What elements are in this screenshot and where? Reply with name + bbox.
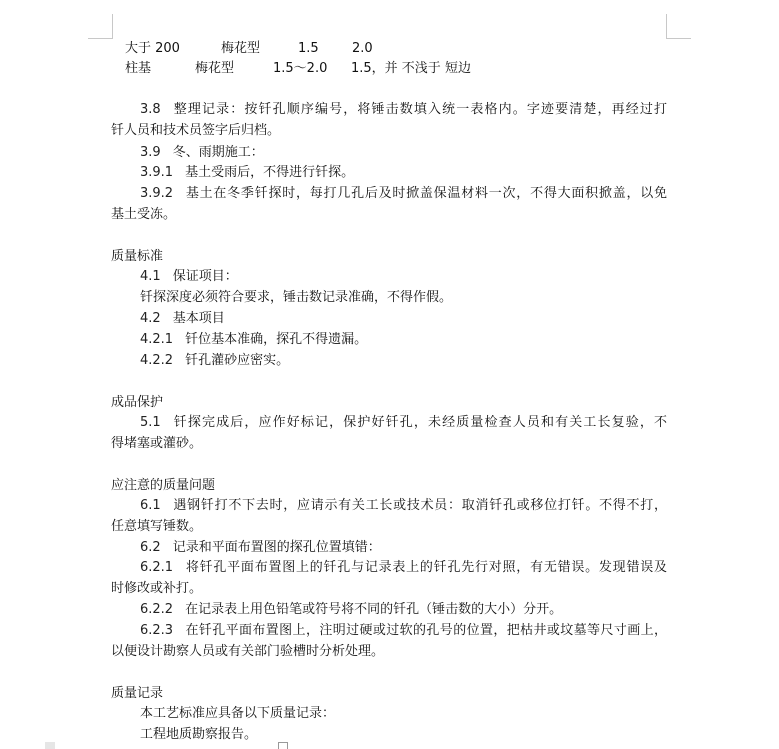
section-heading-quality: 质量标准 [111,249,164,264]
paragraph-3-8-line1: 3.8 整理记录：按钎孔顺序编号，将锤击数填入统一表格内。字迹要清楚，再经过打 [140,102,667,117]
table-cell: 柱基 [125,61,152,76]
table-cell: 1.5～2.0 [273,61,328,76]
paragraph-6-2-2: 6.2.2 在记录表上用色铅笔或符号将不同的钎孔（锤击数的大小）分开。 [140,602,563,617]
margin-corner-top-right [666,14,691,39]
paragraph-3-9-2-line2: 基土受冻。 [111,207,177,222]
paragraph-6-2-1-line2: 时修改或补打。 [111,581,203,596]
paragraph-6-2-3-line1: 6.2.3 在钎孔平面布置图上，注明过硬或过软的孔号的位置，把枯井或坟墓等尺寸画上， [140,623,667,638]
section-heading-issues: 应注意的质量问题 [111,478,216,493]
paragraph-4-2-2: 4.2.2 钎孔灌砂应密实。 [140,353,290,368]
paragraph-4-2-1: 4.2.1 钎位基本准确，探孔不得遗漏。 [140,332,368,347]
section-heading-records: 质量记录 [111,686,164,701]
table-cell: 大于 200 [125,41,180,56]
paragraph-6-1-line1: 6.1 遇钢钎打不下去时，应请示有关工长或技术员：取消钎孔或移位打钎。不得不打， [140,498,667,513]
paragraph-3-8-line2: 钎人员和技术员签字后归档。 [111,123,281,138]
paragraph-4-1-body: 钎探深度必须符合要求，锤击数记录准确，不得作假。 [140,290,453,305]
paragraph-6-2: 6.2 记录和平面布置图的探孔位置填错： [140,540,381,555]
margin-corner-top-left [88,14,113,39]
table-cell: 梅花型 [195,61,235,76]
paragraph-4-1: 4.1 保证项目： [140,269,238,284]
paragraph-records-item: 工程地质勘察报告。 [140,727,258,742]
paragraph-6-1-line2: 任意填写锤数。 [111,519,203,534]
paragraph-6-2-3-line2: 以便设计勘察人员或有关部门验槽时分析处理。 [111,644,385,659]
paragraph-records-intro: 本工艺标准应具备以下质量记录： [140,706,336,721]
paragraph-6-2-1-line1: 6.2.1 将钎孔平面布置图上的钎孔与记录表上的钎孔先行对照，有无错误。发现错误及 [140,560,667,575]
page-edge-marker [278,742,288,749]
table-cell: 1.5 [298,41,319,56]
paragraph-4-2: 4.2 基本项目 [140,311,225,326]
table-cell: 1.5，并 不浅于 短边 [351,61,471,76]
paragraph-5-1-line1: 5.1 钎探完成后，应作好标记，保护好钎孔，未经质量检查人员和有关工长复验，不 [140,415,667,430]
paragraph-3-9-1: 3.9.1 基土受雨后，不得进行钎探。 [140,165,355,180]
page-edge-marker [45,742,55,749]
table-cell: 2.0 [352,41,373,56]
table-cell: 梅花型 [221,41,261,56]
paragraph-3-9: 3.9 冬、雨期施工： [140,145,264,160]
paragraph-5-1-line2: 得堵塞或灌砂。 [111,436,203,451]
section-heading-protection: 成品保护 [111,395,164,410]
paragraph-3-9-2-line1: 3.9.2 基土在冬季钎探时，每打几孔后及时掀盖保温材料一次，不得大面积掀盖，以免 [140,186,667,201]
